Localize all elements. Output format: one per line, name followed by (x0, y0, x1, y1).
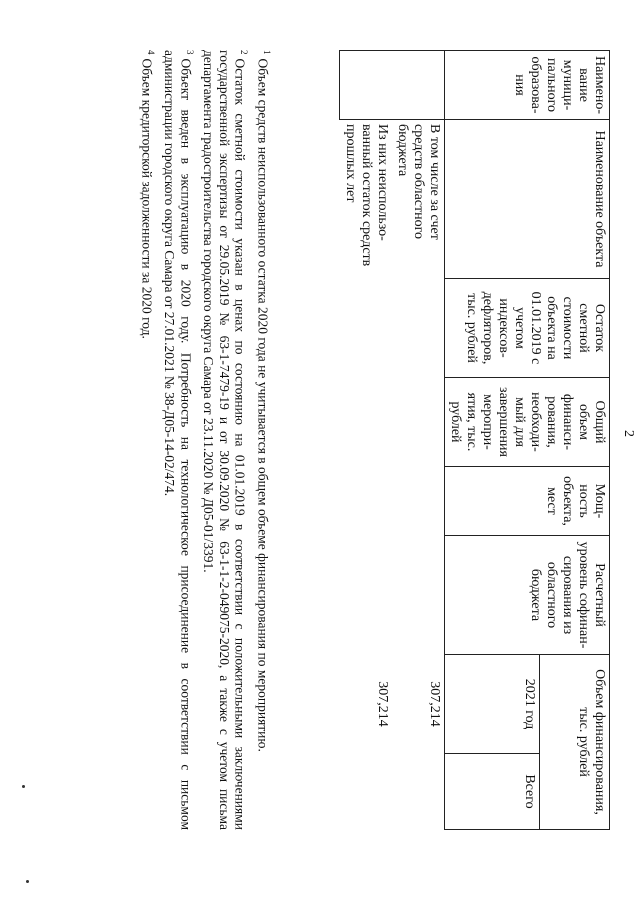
row-unused-label: Из них неиспользо-ванный остаток средств прошлых лет (343, 124, 390, 267)
rotated-content (40, 10, 640, 870)
row-unused-value: 307,214 (375, 681, 390, 727)
header-financing-volume: Объем финансирования, тыс. рублей (540, 655, 610, 830)
footnote-2: $^2$Остаток сметной стоимости указан в ценах по состоянию на 01.01.2019 в соответствии с положительными заключениями государственной экспертизы от 29.05.2019 № 63-1-7479-19 и от 30.09.2020 № 63-1-1-2-049075-2020, а также с учетом письма департамента градостроительства городского округа Самара от 23.11.2020 № Д05-01/3391. (201, 50, 250, 830)
footnotes (137, 50, 275, 830)
scan-speck (26, 880, 29, 883)
header-total-volume: Общий объем финанси-рования, необходи-мый для завершения меропри-ятия, тыс. рублей (445, 378, 610, 467)
header-total: Всего (445, 754, 540, 830)
header-municipality: Наимено-вание муници-пального образова-ния (445, 51, 610, 120)
header-cofinancing: Расчетный уровень софинан-сирования из областного бюджета (445, 536, 610, 655)
header-remaining-cost: Остаток сметной стоимости объекта на 01.01.2019 с учетом индексов-дефляторов, тыс. рублей (445, 279, 610, 378)
header-object: Наименование объекта (445, 120, 610, 279)
scan-speck (22, 785, 25, 788)
footnote-3: $^3$Объект введен в эксплуатацию в 2020 году. Потребность на технологическое присоединение в соответствии с письмом администрации городского округа Самара от 27.01.2021 № 38-Д05-14-02/474. (162, 50, 195, 830)
row-regional-label: В том числе за счет средств областного бюджета (395, 124, 442, 240)
financing-table (340, 50, 611, 830)
row-regional-value: 307,214 (427, 681, 442, 727)
header-2021: 2021 год (445, 655, 540, 754)
cell-empty (340, 51, 445, 120)
header-capacity: Мощ-ность объекта, мест (445, 467, 610, 536)
footnote-1: $^1$Объем средств неиспользованного остатка 2020 года не учитывается в общем объеме финансирования по мероприятию. (255, 50, 272, 752)
page-number: 2 (621, 430, 636, 437)
footnote-4: $^4$Объем кредиторской задолженности за 2020 год. (140, 50, 157, 339)
